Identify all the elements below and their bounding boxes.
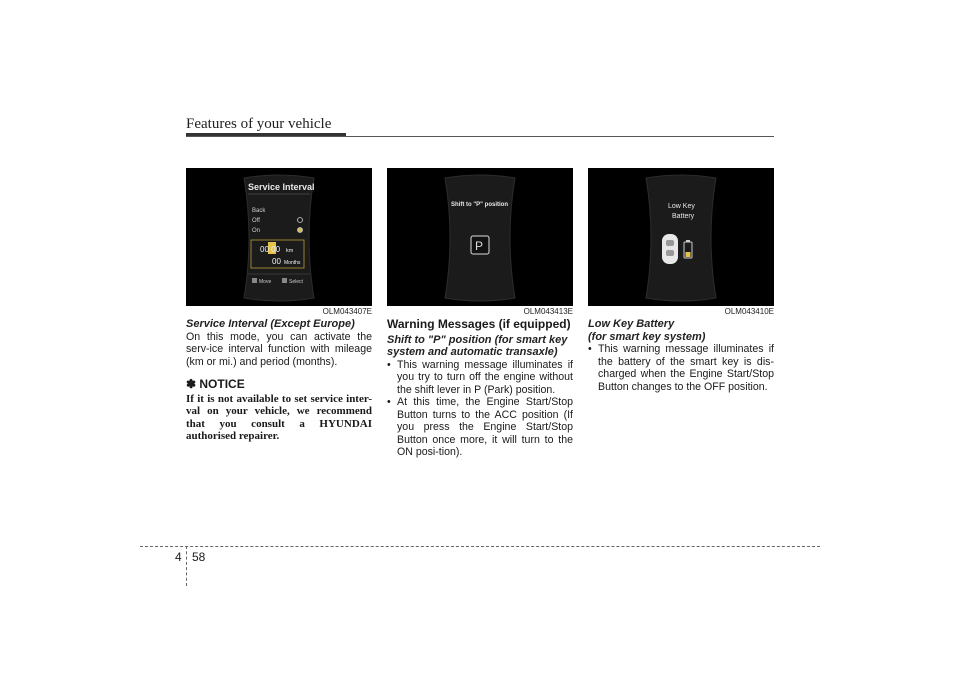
page-header-title: Features of your vehicle — [186, 116, 332, 132]
notice-heading: ✽ NOTICE — [186, 377, 245, 391]
figure-code: OLM043407E — [322, 307, 372, 316]
screen-on-label: On — [252, 228, 261, 234]
list-item: • This warning message illuminates if the battery of the smart key is dis-charged when the Engine Start/Stop Button changes to the OFF position. — [588, 343, 774, 393]
service-interval-text: On this mode, you can activate the serv-ice interval function with mileage (km or mi.) and period (months). — [186, 330, 372, 368]
screen-off-label: Off — [252, 218, 260, 224]
warning-messages-heading: Warning Messages (if equipped) — [387, 317, 571, 331]
figure-shift-to-p — [387, 168, 573, 306]
low-key-battery-screen — [588, 168, 774, 306]
months-value: 00 — [272, 257, 281, 266]
move-label: Move — [259, 279, 272, 285]
notice-text: If it is not available to set service inter-val on your vehicle, we recommend that you consult a HYUNDAI authorised repairer. — [186, 392, 372, 442]
low-key-bullets — [588, 343, 774, 393]
service-interval-screen — [186, 168, 372, 306]
footer-vertical-rule — [186, 546, 187, 586]
column-low-key-battery — [588, 318, 774, 393]
km-value: 00 00 — [260, 245, 281, 254]
figure-code: OLM043410E — [724, 307, 774, 316]
screen-title: Shift to "P" position — [451, 202, 509, 208]
gear-letter: P — [475, 239, 484, 253]
shift-p-subhead: Shift to "P" position (for smart key system and automatic transaxle) — [387, 333, 568, 358]
column-service-interval — [186, 318, 372, 443]
on-radio-icon — [298, 228, 303, 233]
list-item: • This warning message illuminates if you try to turn off the engine without the shift lever in P (Park) position. — [387, 359, 573, 397]
footer-rule — [140, 546, 820, 547]
months-unit: Months — [284, 260, 301, 266]
low-key-battery-subhead: Low Key Battery — [588, 318, 675, 330]
figure-service-interval — [186, 168, 372, 306]
shift-p-screen — [387, 168, 573, 306]
km-unit: km — [286, 248, 294, 254]
screen-back-label: Back — [252, 208, 266, 214]
figure-low-key-battery — [588, 168, 774, 306]
low-key-battery-subhead-2: (for smart key system) — [588, 330, 706, 343]
column-warning-messages — [387, 318, 573, 459]
service-interval-subhead: Service Interval (Except Europe) — [186, 318, 355, 330]
shift-p-bullets — [387, 359, 573, 459]
select-key-icon — [282, 278, 287, 283]
page-number: 58 — [192, 550, 206, 564]
chapter-number: 4 — [175, 550, 182, 564]
screen-line2: Battery — [672, 213, 695, 220]
move-key-icon — [252, 278, 257, 283]
header-rule — [186, 136, 774, 137]
select-label: Select — [289, 279, 303, 285]
screen-title: Service Interval — [248, 182, 315, 192]
figure-code: OLM043413E — [523, 307, 573, 316]
screen-line1: Low Key — [668, 203, 695, 210]
smart-key-icon — [662, 234, 678, 264]
list-item: • At this time, the Engine Start/Stop Button turns to the ACC position (If you press the Engine Start/Stop Button once more, it will turn to the ON posi-tion). — [387, 396, 573, 459]
